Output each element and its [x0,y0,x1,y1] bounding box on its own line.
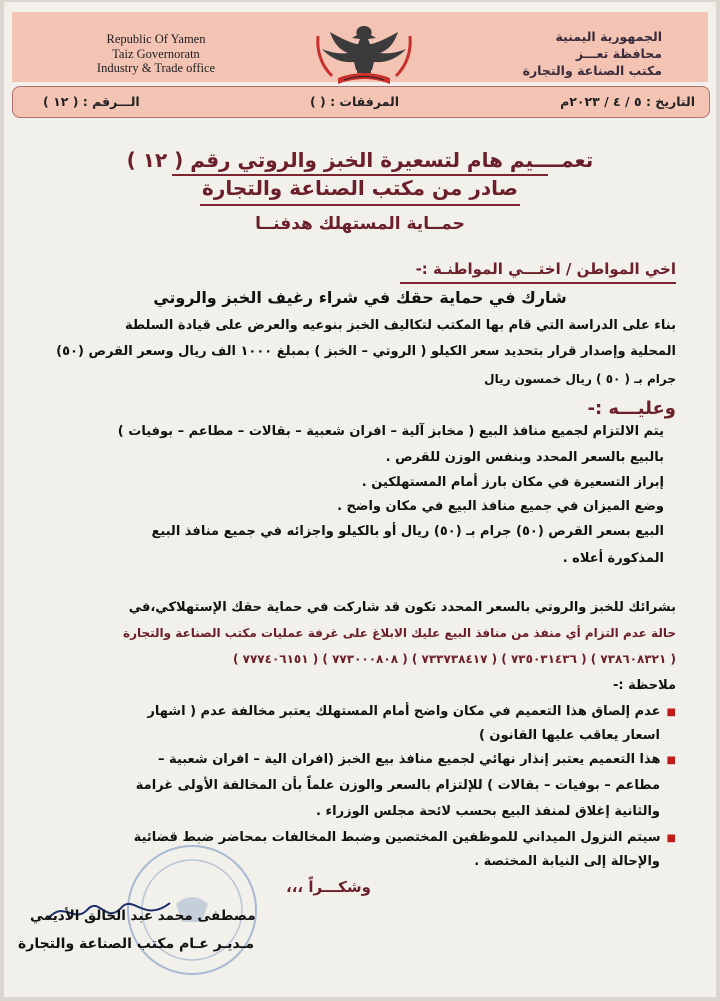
note-text-cont: اسعار يعاقب عليها القانون ) [478,728,660,743]
attachments-field: المرفقات : ( ) [309,94,399,109]
intro-line: المحلية وإصدار قرار بتحديد سعر الكيلو ( الروتي – الخبز ) بمبلغ ١٠٠٠ الف ريال وسعر القرص (٥٠) [56,344,676,359]
reference-bar [12,86,710,118]
header-right-line: محافظة تعـــز [575,46,662,61]
call-to-action: شارك في حماية حقك في شراء رغيف الخبز والروتي [153,288,567,307]
obligation-line: المذكورة أعلاه . [562,551,664,566]
date-field: التاريخ : ٥ / ٤ / ٢٠٢٣م [560,94,695,109]
header-left-line: Taiz Governoratn [112,46,200,61]
greeting-underline [400,282,676,284]
obligation-line: بالبيع بالسعر المحدد وبنفس الوزن للقرص . [385,450,664,465]
thanks: وشكـــراً ،،، [286,878,371,896]
complaint-line: بشرائك للخبز والروتي بالسعر المحدد تكون قد شاركت في حماية حقك الإستهلاكي،في [128,600,676,615]
obligation-line: البيع بسعر القرص (٥٠) جرام بـ (٥٠) ريال أو بالكيلو واجزائه في جميع منافذ البيع [151,524,664,539]
document-page [4,2,716,997]
circular-title: تعمــــيم هام لتسعيرة الخبز والروتي رقم ( ١٢ ) [126,148,594,172]
note-text: سيتم النزول الميداني للموظفين المختصين وضبط المخالفات بمحاضر ضبط قضائية [133,830,661,845]
reference-number-field: الـــرقم : ( ١٢ ) [43,94,140,109]
bullet-icon: ■ [666,707,676,718]
letterhead-english [76,32,236,76]
signatory-title: مـديـر عـام مكتب الصناعة والتجارة [18,936,255,952]
note-text-cont: والإحالة إلى النيابة المختصة . [474,854,660,869]
hotline-numbers: ( ٧٣٨٦٠٨٣٢١ ) ( ٧٣٥٠٣١٤٣٦ ) ( ٧٣٣٧٣٨٤١٧ ) ( ٧٧٣٠٠٠٨٠٨ ) ( ٧٧٧٤٠٦١٥١ ) [232,652,676,666]
note-text: عدم إلصاق هذا التعميم في مكان واضح أمام المستهلك يعتبر مخالفة عدم ( اشهار [147,704,661,719]
intro-line: بناء على الدراسة التي قام بها المكتب لتكاليف الخبز بنوعيه والعرض على قيادة السلطة [124,318,676,333]
slogan-title: حمــاية المستهلك هدفنــا [255,214,465,234]
letterhead [12,12,708,82]
yemen-eagle-emblem-icon [308,20,420,86]
intro-line: جرام بـ ( ٥٠ ) ريال خمسون ريال [484,372,676,386]
note-text-cont: والثانية إغلاق لمنفذ البيع بحسب لائحة مجلس الوزراء . [316,804,660,819]
note-text: هذا التعميم يعتبر إنذار نهائي لجميع منافذ بيع الخبز (افران الية – افران شعبية – [158,752,661,767]
header-right-line: الجمهورية اليمنية [555,29,662,44]
bullet-icon: ■ [666,833,676,844]
obligation-line: يتم الالتزام لجميع منافذ البيع ( مخابز آلية – افران شعبية – بقالات – مطاعم – بوفيات ) [117,424,664,439]
notes-label: ملاحظة :- [613,678,676,693]
note-text-cont: مطاعم – بوفيات – بقالات ) للإلتزام بالسعر والوزن علماً بأن المخالفة الأولى غرامة [135,778,660,793]
obligation-line: وضع الميزان في جميع منافذ البيع في مكان واضح . [337,499,664,514]
header-right-line: مكتب الصناعة والتجارة [522,63,662,78]
note-item [158,752,676,767]
obligation-line: إبراز التسعيرة في مكان بارز أمام المستهلكين . [361,475,664,490]
bullet-icon: ■ [666,755,676,766]
complaint-line: حالة عدم التزام أي منفذ من منافذ البيع عليك الابلاغ على غرفة عمليات مكتب الصناعة والتجارة [122,626,676,640]
header-left-line: Industry & Trade office [96,61,216,75]
title-underline [200,204,520,206]
therefore-heading: وعليـــه :- [587,398,676,419]
header-left-line: Republic Of Yamen [106,32,206,46]
issuer-title: صادر من مكتب الصناعة والتجارة [202,176,518,200]
greeting: اخي المواطن / اختـــي المواطنـة :- [415,260,676,278]
note-item [147,704,676,719]
signatory-name: مصطفى محمد عبد الخالق الأديمي [30,908,256,924]
letterhead-arabic [492,28,662,79]
